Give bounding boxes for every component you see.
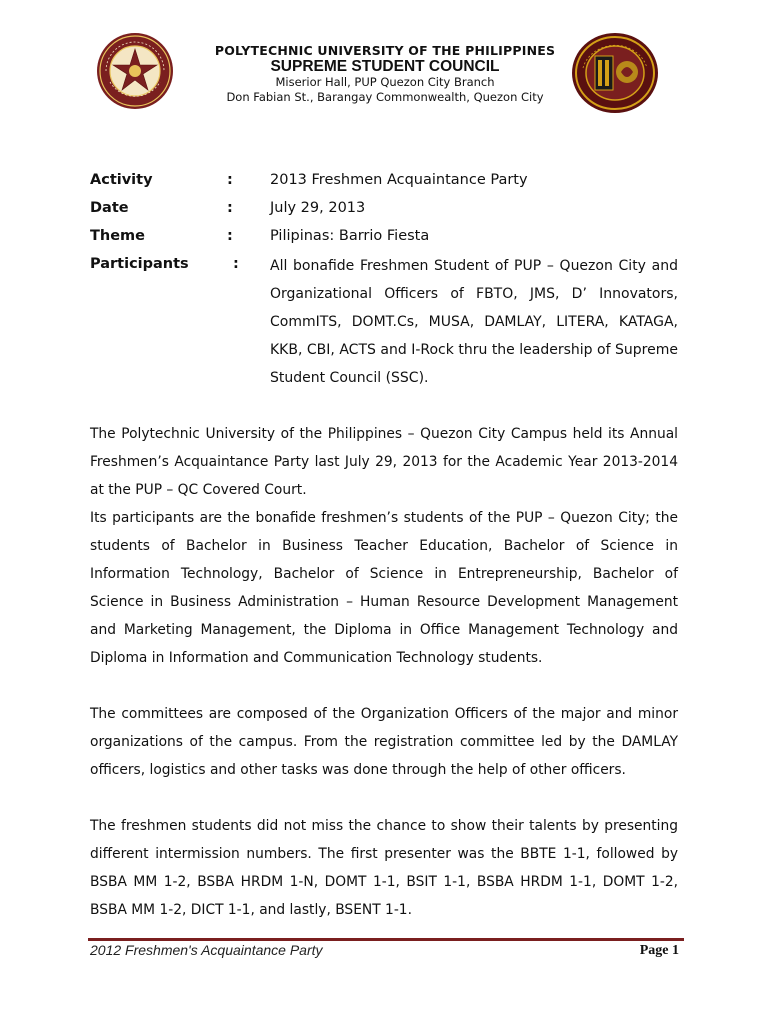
page-number: Page 1 (639, 943, 679, 958)
theme-colon: : (227, 228, 233, 244)
pup-seal-logo (96, 32, 174, 110)
theme-row (90, 224, 680, 252)
activity-value: 2013 Freshmen Acquaintance Party (270, 172, 528, 188)
address-line-1: Miserior Hall, PUP Quezon City Branch (275, 75, 495, 89)
address-line-2: Don Fabian St., Barangay Commonwealth, Quezon City (226, 89, 544, 104)
date-value: July 29, 2013 (270, 200, 366, 216)
activity-colon: : (227, 172, 233, 188)
participants-row (90, 252, 680, 392)
council-name: SUPREME STUDENT COUNCIL (270, 58, 500, 75)
paragraph-intermission: The freshmen students did not miss the chance to show their talents by presenting different intermission numbers. The first presenter was the BBTE 1-1, followed by BSBA MM 1-2, BSBA HRDM 1-N, DOMT 1-1, BSIT 1-1, BSBA HRDM 1-1, DOMT 1-2, BSBA MM 1-2, DICT 1-1, and lastly, BSENT 1-1. (90, 818, 678, 918)
participants-value: All bonafide Freshmen Student of PUP – Quezon City and Organizational Officers of FBTO, JMS, D’ Innovators, CommITS, DOMT.Cs, MUSA, DAMLAY, LITERA, KATAGA, KKB, CBI, ACTS and I-Rock thru the leadership of Supreme Student Council (SSC). (270, 258, 678, 386)
university-name: POLYTECHNIC UNIVERSITY OF THE PHILIPPINES (214, 43, 556, 58)
participants-label: Participants (90, 256, 189, 272)
footer-title: 2012 Freshmen's Acquaintance Party (90, 942, 323, 958)
date-row (90, 196, 680, 224)
letterhead (200, 44, 570, 104)
activity-label: Activity (90, 172, 153, 188)
activity-row (90, 168, 680, 196)
paragraph-participants: Its participants are the bonafide freshmen’s students of the PUP – Quezon City; the students of Bachelor in Business Teacher Education, Bachelor of Science in Information Technology, Bachelor of Science in Entrepreneurship, Bachelor of Science in Business Administration – Human Resource Development Management and Marketing Management, the Diploma in Office Management Technology and Diploma in Information and Communication Technology students. (90, 510, 678, 666)
footer-divider (88, 938, 684, 941)
theme-value: Pilipinas: Barrio Fiesta (270, 228, 430, 244)
date-colon: : (227, 200, 233, 216)
paragraph-overview: The Polytechnic University of the Philippines – Quezon City Campus held its Annual Freshmen’s Acquaintance Party last July 29, 2013 for the Academic Year 2013-2014 at the PUP – QC Covered Court. (90, 426, 678, 498)
participants-colon: : (233, 256, 239, 272)
ssc-seal-logo (571, 32, 659, 114)
date-label: Date (90, 200, 129, 216)
activity-details (90, 168, 680, 392)
paragraph-committees: The committees are composed of the Organization Officers of the major and minor organizations of the campus. From the registration committee led by the DAMLAY officers, logistics and other tasks was done through the help of other officers. (90, 706, 678, 778)
report-body (90, 420, 678, 924)
theme-label: Theme (90, 228, 145, 244)
